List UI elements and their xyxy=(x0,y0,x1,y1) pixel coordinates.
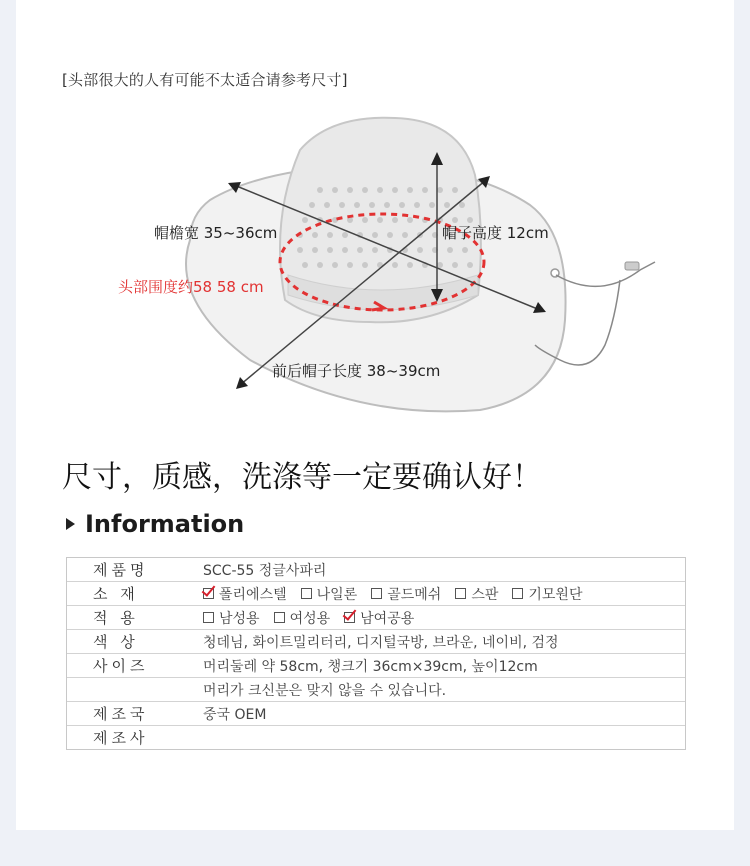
information-heading xyxy=(66,510,244,538)
hat-height-label: 帽子高度 12cm xyxy=(442,224,549,242)
spec-value-color: 청데님, 화이트밀리터리, 디지털국방, 브라운, 네이비, 검정 xyxy=(203,634,559,651)
table-row xyxy=(67,678,685,702)
material-option[interactable]: 나일론 xyxy=(301,584,358,604)
spec-key-color: 색 상 xyxy=(93,633,139,651)
use-option[interactable]: 여성용 xyxy=(274,608,331,628)
headline: 尺寸，质感，洗涤等一定要确认好！ xyxy=(62,460,542,495)
use-options xyxy=(189,608,685,628)
material-options xyxy=(189,584,685,604)
checkbox-checked-icon xyxy=(344,612,355,623)
brim-width-label: 帽檐宽 35~36cm xyxy=(154,224,278,242)
spec-key-maker: 제조사 xyxy=(93,729,149,747)
spec-table xyxy=(66,557,686,750)
checkbox-icon xyxy=(301,588,312,599)
spec-value-size: 머리둘레 약 58cm, 챙크기 36cm×39cm, 높이12cm xyxy=(203,658,538,675)
front-back-length-label: 前后帽子长度 38~39cm xyxy=(272,362,441,380)
material-option[interactable]: 스판 xyxy=(455,584,498,604)
size-note: [头部很大的人有可能不太适合请参考尺寸] xyxy=(62,71,348,89)
spec-key-origin: 제조국 xyxy=(93,705,149,723)
checkbox-checked-icon xyxy=(203,588,214,599)
material-option[interactable]: 기모원단 xyxy=(512,584,582,604)
table-row xyxy=(67,630,685,654)
head-circumference-label: 头部围度约58 58 cm xyxy=(118,278,264,296)
material-option[interactable]: 골드메쉬 xyxy=(371,584,441,604)
checkbox-icon xyxy=(512,588,523,599)
table-row xyxy=(67,726,685,749)
spec-key-size: 사이즈 xyxy=(93,657,149,675)
spec-key-use: 적 용 xyxy=(93,609,139,627)
spec-value-name: SCC-55 정글사파리 xyxy=(203,562,327,579)
use-option[interactable]: 남여공용 xyxy=(344,608,414,628)
checkbox-icon xyxy=(203,612,214,623)
information-heading-text: Information xyxy=(85,510,245,538)
spec-key-name: 제품명 xyxy=(93,561,149,579)
spec-value-origin: 중국 OEM xyxy=(203,706,267,723)
checkbox-icon xyxy=(274,612,285,623)
table-row xyxy=(67,606,685,630)
checkbox-icon xyxy=(371,588,382,599)
table-row xyxy=(67,582,685,606)
checkbox-icon xyxy=(455,588,466,599)
use-option[interactable]: 남성용 xyxy=(203,608,260,628)
table-row xyxy=(67,702,685,726)
spec-key-material: 소 재 xyxy=(93,585,139,603)
spec-value-size-note: 머리가 크신분은 맞지 않을 수 있습니다. xyxy=(203,682,447,699)
table-row xyxy=(67,654,685,678)
material-option[interactable]: 폴리에스텔 xyxy=(203,584,287,604)
triangle-bullet-icon xyxy=(66,518,75,530)
table-row xyxy=(67,558,685,582)
